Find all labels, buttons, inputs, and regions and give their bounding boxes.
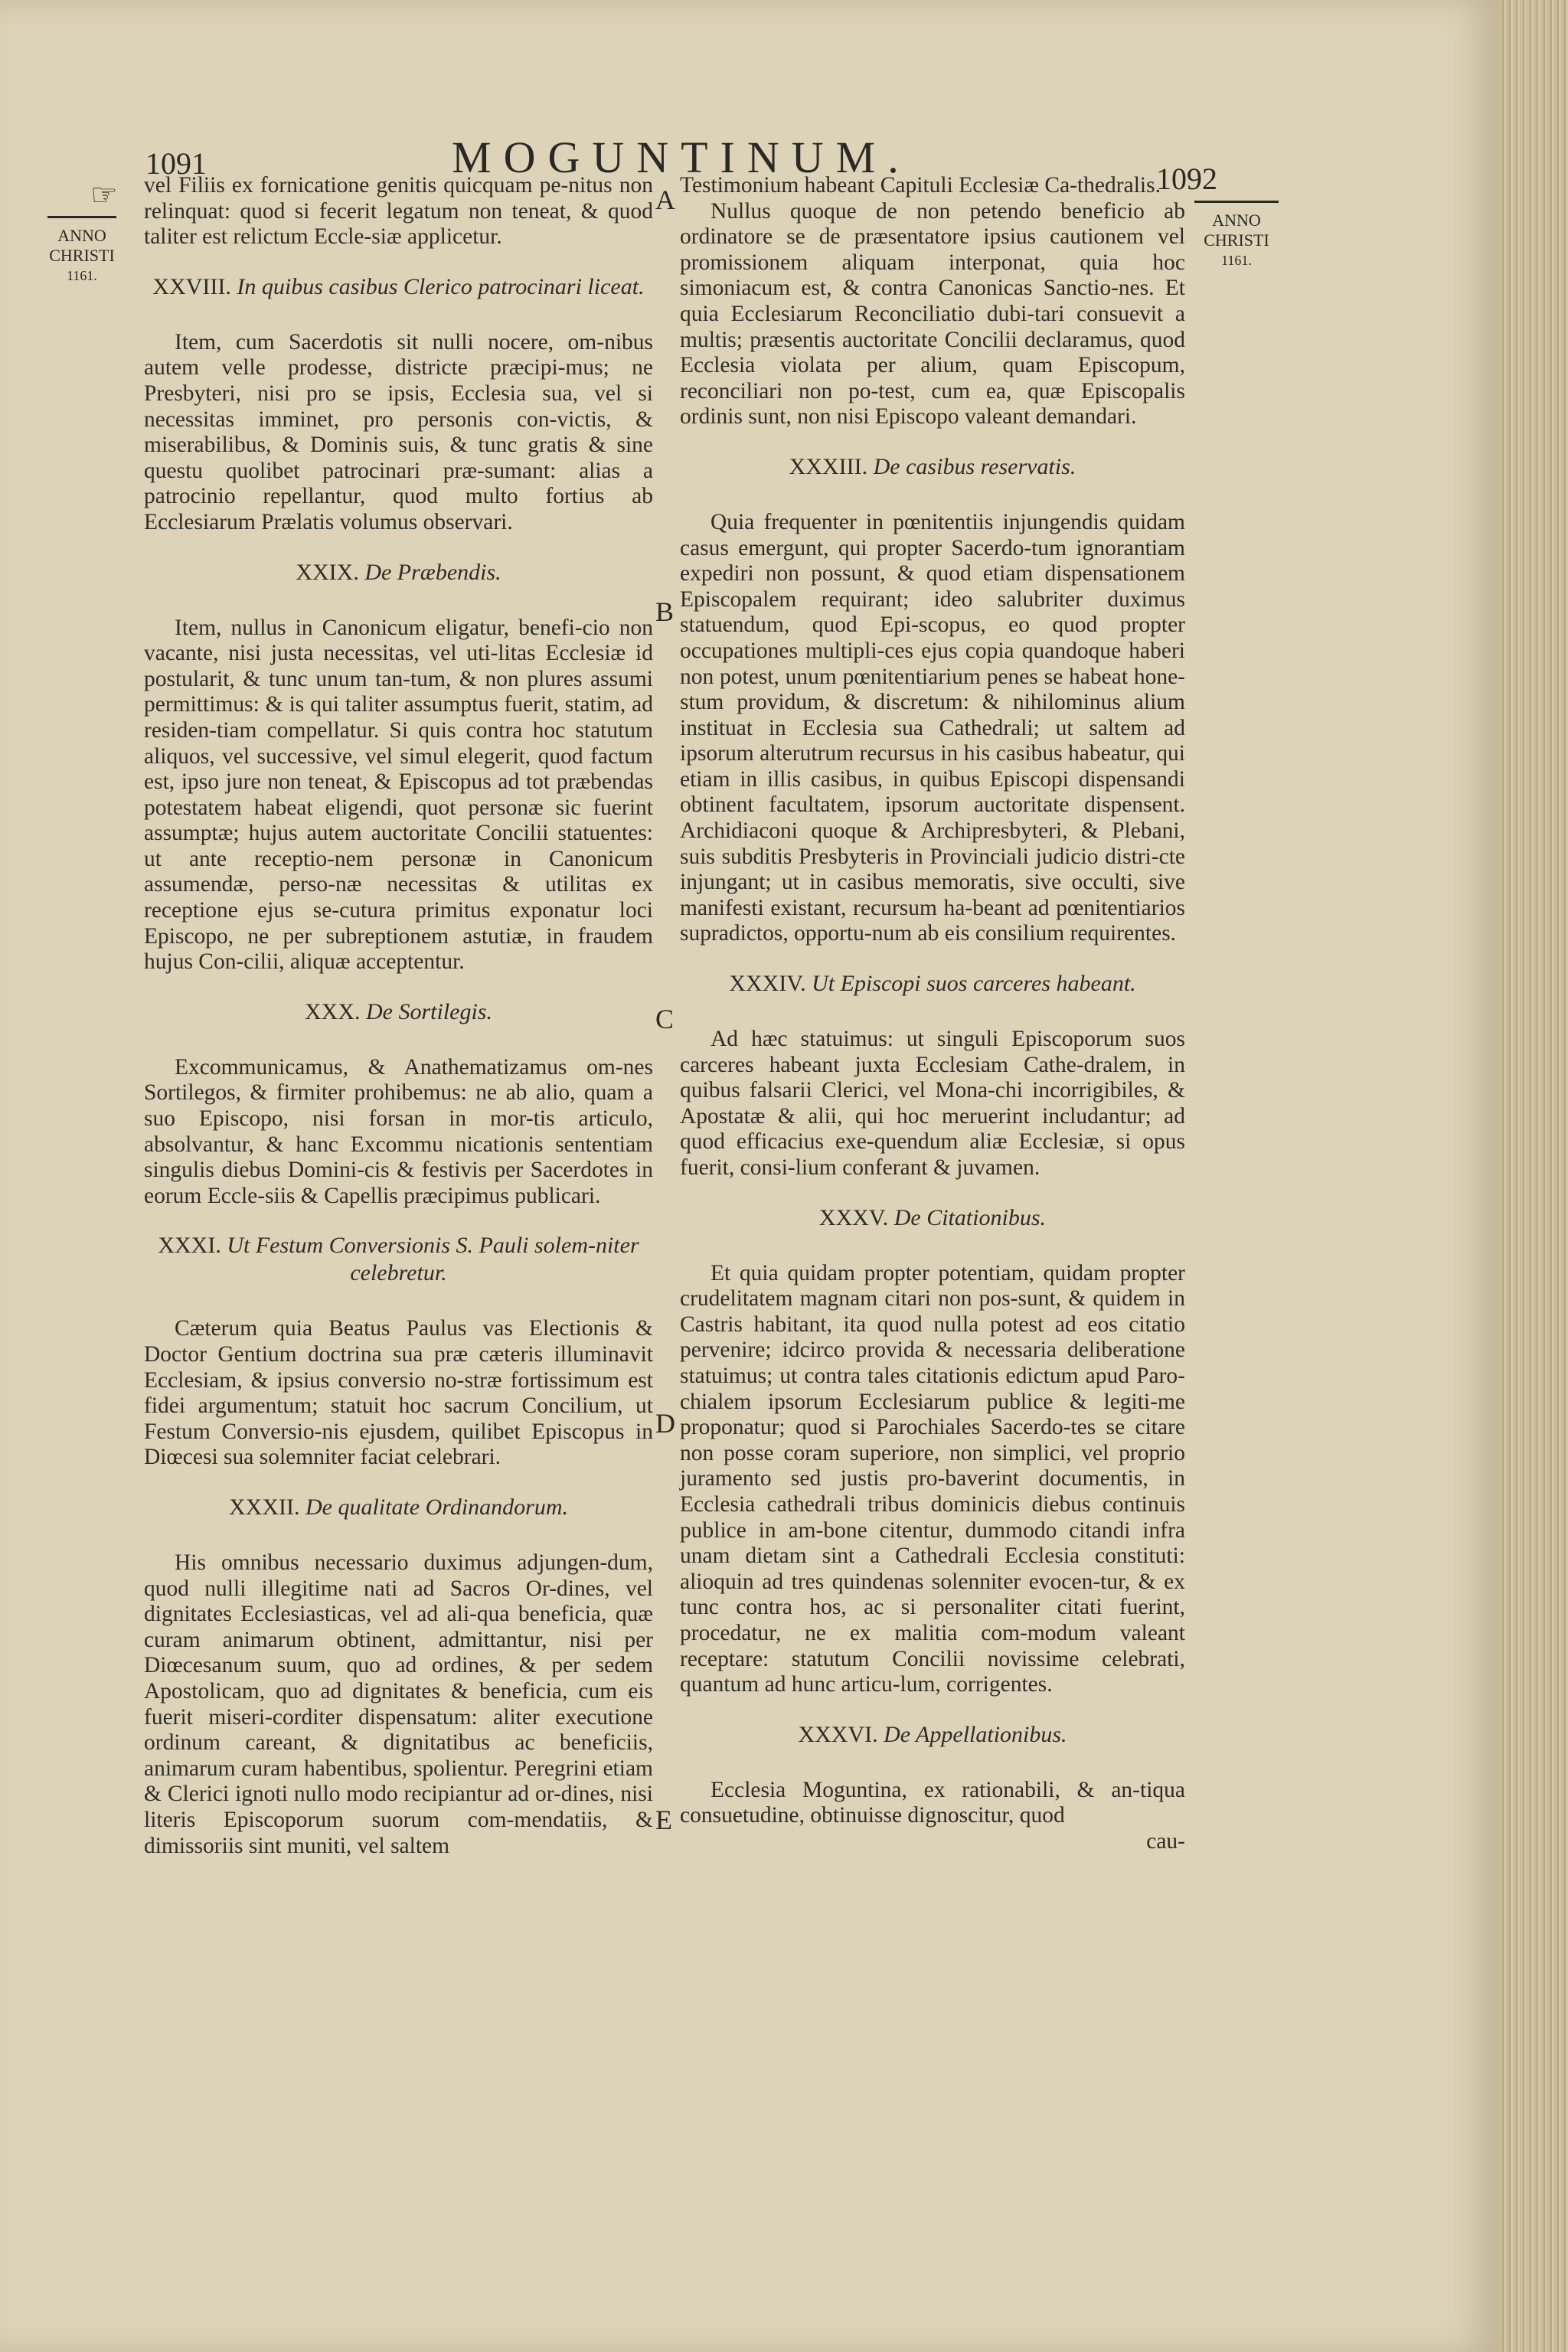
section-title: Ut Episcopi suos carceres habeant.: [812, 971, 1136, 997]
right-column: [680, 173, 1185, 1854]
section-number: XXXIV.: [729, 971, 806, 997]
section-number: XXXIII.: [789, 453, 868, 479]
section-number: XXXII.: [228, 1494, 300, 1520]
section-letter-e: E: [655, 1805, 672, 1835]
section-heading: [144, 998, 653, 1026]
section-paragraph: Item, nullus in Canonicum eligatur, benefi-cio non vacante, nisi justa necessitas, vel uti-litas Ecclesiæ id postularit, & tunc unum tan-tum, & non plures assumi permittimus: & is qui taliter assumptus fuerit, statim, ad residen-tiam compellatur. Si quis contra hoc statutum aliquos, vel successive, vel simul elegerit, quod factum est, ipso jure non teneat, & Episcopus ad tot præbendas potestatem habeat eligendi, quot personæ sic fuerint assumptæ; hujus autem auctoritate Concilii statuentes: ut ante receptio-nem personæ in Canonicum assumendæ, perso-næ necessitas & utilitas ex receptione ejus se-cutura primitus exponatur loci Episcopo, ne per subreptionem astutiæ, in fraudem hujus Con-cilii, aliquæ acceptentur.: [144, 615, 653, 975]
section-heading: [144, 273, 653, 301]
section-heading: [680, 970, 1185, 998]
section-number: XXVIII.: [152, 273, 231, 299]
section-heading: [680, 453, 1185, 481]
section-heading: [144, 1494, 653, 1521]
left-intro-paragraph: vel Filiis ex fornicatione genitis quicquam pe-nitus non relinquat: quod si fecerit legatum non teneat, & quod taliter est relictum Eccle-siæ applicetur.: [144, 173, 653, 250]
section-title: De Præbendis.: [364, 559, 501, 585]
margin-note-right-line: 1161.: [1221, 253, 1252, 268]
section-title: Ut Festum Conversionis S. Pauli solem-niter celebretur.: [227, 1233, 639, 1286]
right-intro-paragraph-2: Nullus quoque de non petendo beneficio ab ordinatore se de præsentatore ipsius cautionem vel promissionem aliquam interponat, quia hoc simoniacum est, & contra Canonicas Sanctio-nes. Et quia Ecclesiarum Reconciliatio dubi-tari consuevit a multis; præsentis auctoritate Concilii declaramus, quod Ecclesia violata per alium, quam Episcopum, reconciliari non po-test, cum ea, quæ Episcopalis ordinis sunt, non nisi Episcopo valeant demandari.: [680, 198, 1185, 430]
section-paragraph: Item, cum Sacerdotis sit nulli nocere, om-nibus autem velle prodesse, districte præcipi-mus; ne Presbyteri, nisi pro se ipsis, Ecclesia sua, vel si necessitas imminet, pro personis con-victis, & miserabilibus, & Dominis suis, & tunc gratis & sine questu quolibet patrocinari præ-sumant: alias a patrocinio repellantur, quod multo fortius ab Ecclesiarum Prælatis volumus observari.: [144, 329, 653, 534]
catchword: cau-: [1146, 1828, 1185, 1854]
page-number-right: 1092: [1156, 162, 1217, 196]
section-number: XXIX.: [296, 559, 359, 585]
section-number: XXXVI.: [798, 1721, 878, 1747]
section-letter-a: A: [655, 185, 675, 215]
section-title: De Citationibus.: [893, 1204, 1047, 1230]
section-heading: [144, 559, 653, 586]
section-title: De casibus reservatis.: [873, 453, 1076, 479]
left-column: [144, 173, 653, 1859]
page-number-left: 1091: [145, 146, 207, 181]
section-paragraph: Cæterum quia Beatus Paulus vas Electionis & Doctor Gentium doctrina sua præ cæteris illuminavit Ecclesiam, & ipsius conversio no-stræ fortissimum est fidei argumentum; statuit hoc sacrum Concilium, ut Festum Conversio-nis ejusdem, quilibet Episcopus in Diœcesi sua solemniter faciat celebrari.: [144, 1316, 653, 1470]
section-paragraph: Ecclesia Moguntina, ex rationabili, & an-tiqua consuetudine, obtinuisse dignoscitur, quod: [680, 1777, 1185, 1828]
section-letter-c: C: [655, 1004, 675, 1034]
margin-note-left: [47, 216, 116, 286]
section-letter-b: B: [655, 596, 675, 627]
right-intro-paragraph: Testimonium habeant Capituli Ecclesiæ Ca-thedralis.: [680, 173, 1161, 198]
margin-note-right: [1194, 201, 1279, 270]
margin-note-left-line: CHRISTI: [49, 246, 115, 265]
margin-note-left-line: ANNO: [57, 226, 106, 245]
running-title: MOGUNTINUM.: [452, 132, 911, 182]
section-title: In quibus casibus Clerico patrocinari liceat.: [237, 273, 645, 299]
section-heading: [680, 1204, 1185, 1232]
section-heading: [144, 1232, 653, 1287]
margin-note-left-line: 1161.: [67, 268, 97, 283]
margin-rule: [1194, 201, 1279, 203]
section-number: XXXI.: [158, 1233, 221, 1259]
page-edge: [1499, 0, 1568, 2352]
margin-rule: [47, 216, 116, 218]
margin-note-right-line: CHRISTI: [1204, 230, 1269, 250]
section-paragraph: Excommunicamus, & Anathematizamus om-nes Sortilegos, & firmiter prohibemus: ne ab alio, quam a suo Episcopo, nisi forsan in mor-tis articulo, absolvantur, & hanc Excommu nicationis sententiam singulis diebus Domini-cis & festivis per Sacerdotes in eorum Eccle-siis & Capellis præcipimus publicari.: [144, 1054, 653, 1208]
pointing-hand-icon: ☞: [90, 178, 118, 213]
section-heading: [680, 1721, 1185, 1749]
section-paragraph: Ad hæc statuimus: ut singuli Episcoporum suos carceres habeant juxta Ecclesiam Cathe-dralem, in quibus falsarii Clerici, vel Mona-chi incorrigibiles, & Apostatæ & alii, qui hoc meruerint includantur; ad quod efficacius exe-quendum aliæ Ecclesiæ, si opus fuerit, consi-lium conferant & juvamen.: [680, 1027, 1185, 1180]
section-title: De Appellationibus.: [884, 1721, 1067, 1747]
section-paragraph: His omnibus necessario duximus adjungen-dum, quod nulli illegitime nati ad Sacros Or-dines, vel dignitates Ecclesiasticas, vel ad ali-qua beneficia, quæ curam animarum obtinent, admittantur, nisi per Diœcesanum suum, quo ad ordines, & per sedem Apostolicam, quo ad dignitates & beneficia, cum eis fuerit miseri-corditer dispensatum: aliter executione ordinum careant, & dignitatibus ac beneficiis, animarum curam habentibus, spolientur. Peregrini etiam & Clerici ignoti nullo modo recipiantur ad or-dines, nisi literis Episcoporum suorum com-mendatiis, & dimissoriis sint muniti, vel saltem: [144, 1550, 653, 1858]
section-paragraph: Quia frequenter in pœnitentiis injungendis quidam casus emergunt, qui propter Sacerdo-tum ignorantiam expediri non possunt, & quod etiam dispensationem Episcopalem requirant; ideo salubriter duximus statuendum, quod Epi-scopus, eo quod propter occupationes multipli-ces ejus copia quandoque haberi non potest, unum pœnitentiarium penes se habeat hone-stum providum, & discretum: & nihilominus alium instituat in Ecclesia sua Cathedrali; ut saltem ad ipsorum alterutrum recursus in his casibus habeatur, qui etiam in illis casibus, in quibus Episcopi dispensandi obtinent facultatem, ipsorum auctoritate dispensent. Archidiaconi quoque & Archipresbyteri, & Plebani, suis subditis Presbyteris in Provinciali judicio distri-cte injungant; ut in casibus memoratis, sive occulti, sive manifesti existant, recursum ha-beant ad pœnitentiarios supradictos, opportu-num ab eis consilium requirentes.: [680, 509, 1185, 946]
section-title: De Sortilegis.: [366, 998, 492, 1024]
section-number: XXXV.: [818, 1204, 889, 1230]
section-number: XXX.: [305, 998, 361, 1024]
section-paragraph: Et quia quidam propter potentiam, quidam propter crudelitatem magnam citari non pos-sunt, & quidem in Castris habitant, ita quod nulla potest ad eos citatio pervenire; idcirco provida & necessaria deliberatione statuimus; ut contra tales citationis edictum apud Paro-chialem ipsorum Ecclesiarum publice & legiti-me proponatur; quod si Parochiales Sacerdo-tes se citare non posse coram superiore, non simplici, vel proprio juramento sed justis pro-baverint documentis, in Ecclesia cathedrali tribus dominicis diebus continuis publice in am-bone citentur, dummodo citandi infra unam dietam sint a Cathedrali Ecclesia constituti: alioquin ad tres quindenas solenniter evocen-tur, & ex tunc contra hos, ac si personaliter citati fuerint, procedatur, ne ex malitia com-modum valeant receptare: statutum Concilii novissime celebrati, quantum ad hunc articu-lum, corrigentes.: [680, 1260, 1185, 1697]
margin-note-right-line: ANNO: [1212, 211, 1261, 230]
section-title: De qualitate Ordinandorum.: [305, 1494, 569, 1520]
section-letter-d: D: [655, 1408, 675, 1439]
